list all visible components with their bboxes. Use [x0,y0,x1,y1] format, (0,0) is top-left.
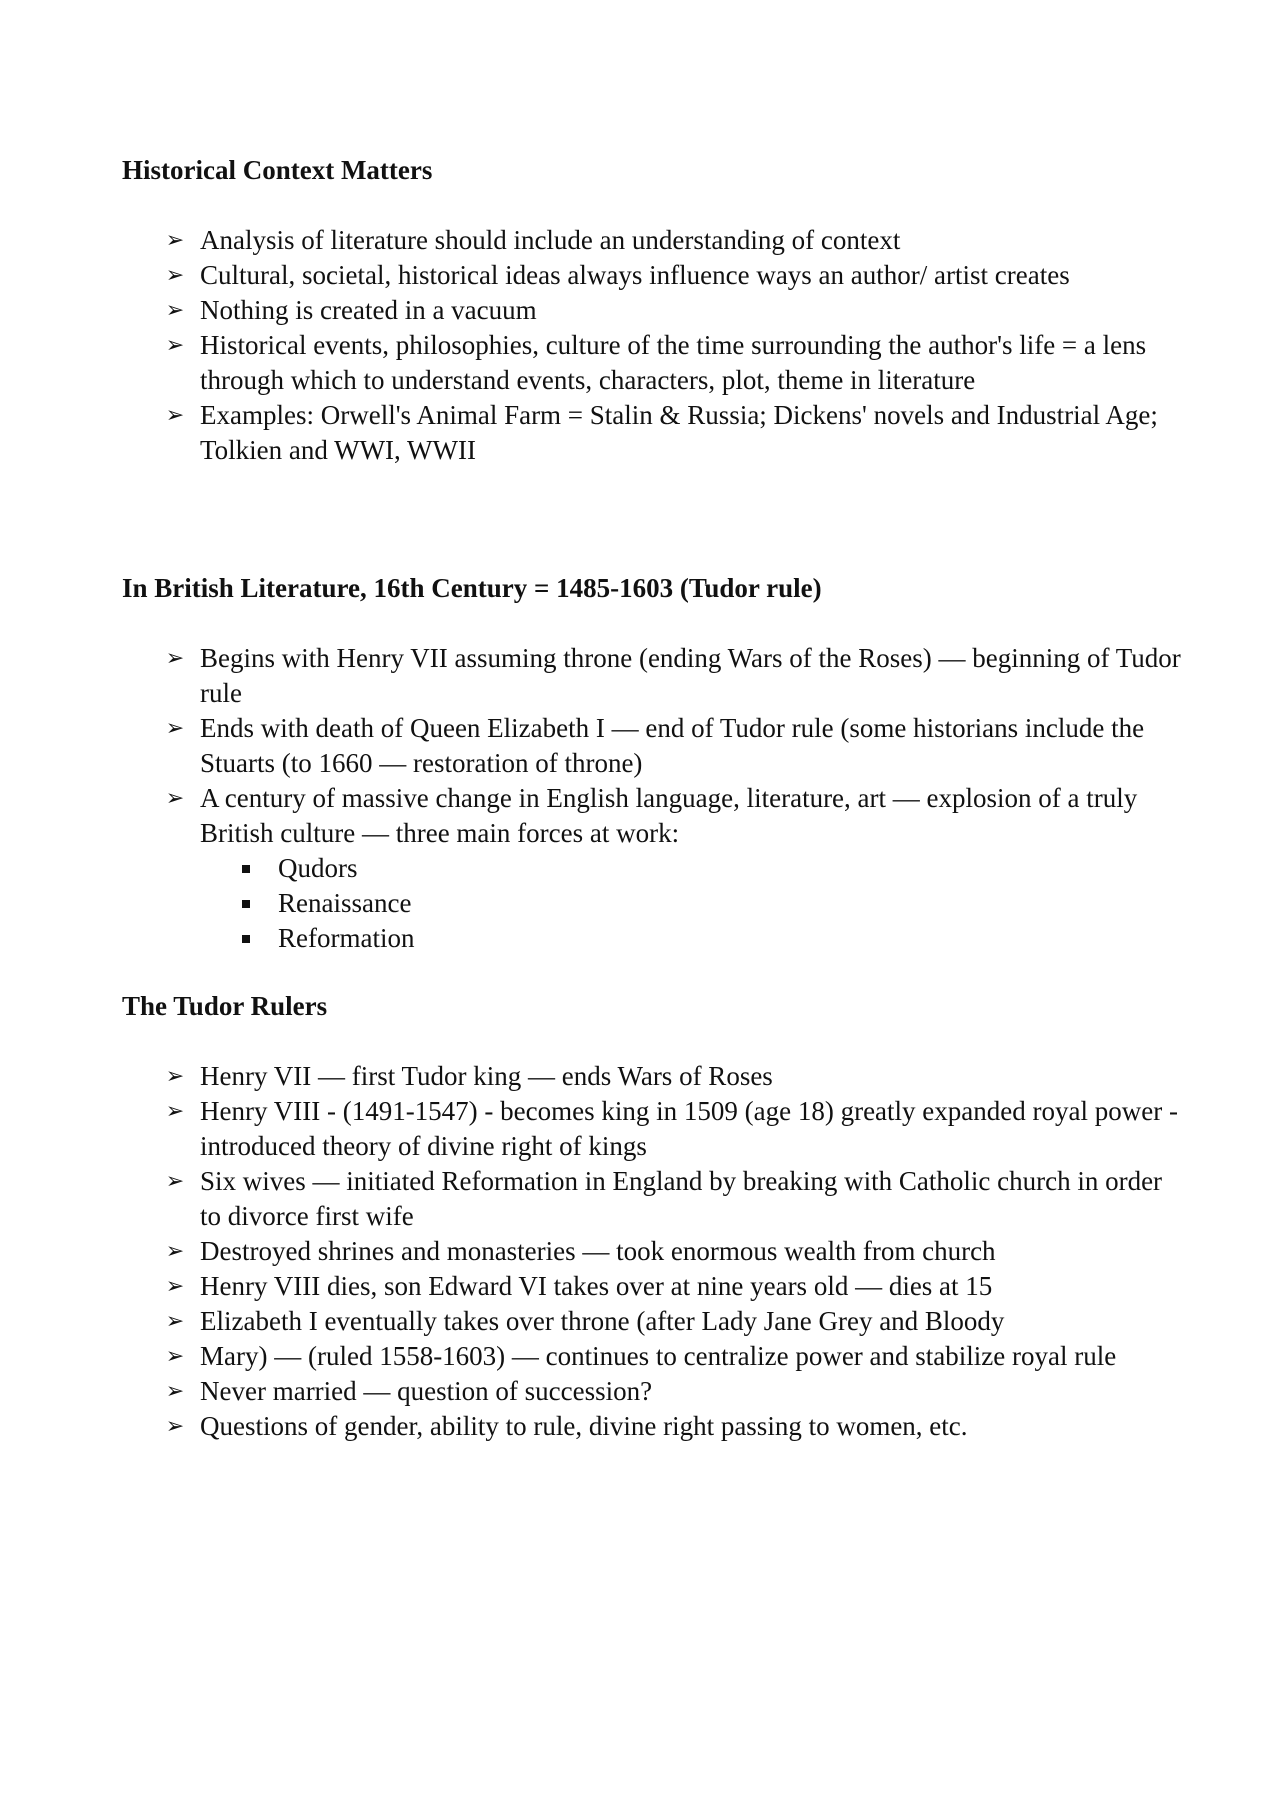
square-bullet-icon [242,935,250,943]
list-item: ➢ Mary) — (ruled 1558-1603) — continues to centralize power and stabilize royal rule [122,1339,1182,1374]
section-heading: Historical Context Matters [122,155,433,185]
arrow-bullet-icon: ➢ [165,1239,185,1264]
list-item: ➢ Never married — question of succession? [122,1374,1182,1409]
list-item: ➢ Nothing is created in a vacuum [122,293,1182,328]
list-item: ➢ A century of massive change in English language, literature, art — explosion of a truly British culture — three main forces at work: [165,783,1138,848]
arrow-bullet-icon: ➢ [165,786,185,811]
list-item: ➢ Cultural, societal, historical ideas always influence ways an author/ artist creates [122,258,1182,293]
square-bullet-icon [242,900,250,908]
list-item: ➢ Destroyed shrines and monasteries — took enormous wealth from church [122,1234,1182,1269]
list-item: ➢ Elizabeth I eventually takes over throne (after Lady Jane Grey and Bloody [122,1304,1182,1339]
section-heading: The Tudor Rulers [122,991,328,1021]
arrow-bullet-icon: ➢ [165,333,185,358]
arrow-bullet-icon: ➢ [165,263,185,288]
list-item: ➢ Henry VIII - (1491-1547) - becomes king in 1509 (age 18) greatly expanded royal power - introduced theory of divine right of kings [165,1096,1178,1161]
arrow-bullet-icon: ➢ [165,1099,185,1124]
list-item: ➢ Examples: Orwell's Animal Farm = Stalin & Russia; Dickens' novels and Industrial Age; Tolkien and WWI, WWII [165,400,1158,465]
list-item: ➢ Analysis of literature should include an understanding of context [122,223,1182,258]
arrow-bullet-icon: ➢ [165,646,185,671]
list-item: ➢ Questions of gender, ability to rule, divine right passing to women, etc. [122,1409,1182,1444]
bullet-list [122,641,1182,851]
sub-list-item: Renaissance [122,886,1182,921]
square-bullet-icon [242,865,250,873]
bullet-list [122,1059,1182,1444]
sub-bullet-list [122,851,1182,956]
list-item: ➢ Ends with death of Queen Elizabeth I — end of Tudor rule (some historians include the Stuarts (to 1660 — restoration of throne) [165,713,1145,778]
section-british-literature [122,571,1182,956]
arrow-bullet-icon: ➢ [165,1169,185,1194]
arrow-bullet-icon: ➢ [165,1414,185,1439]
section-tudor-rulers [122,989,1182,1444]
list-item: ➢ Henry VII — first Tudor king — ends Wars of Roses [122,1059,1182,1094]
arrow-bullet-icon: ➢ [165,1379,185,1404]
sub-list-item: Qudors [122,851,1182,886]
arrow-bullet-icon: ➢ [165,1064,185,1089]
section-heading: In British Literature, 16th Century = 1485-1603 (Tudor rule) [122,573,822,603]
sub-list-item: Reformation [122,921,1182,956]
section-historical-context [122,153,1182,468]
arrow-bullet-icon: ➢ [165,1274,185,1299]
list-item: ➢ Historical events, philosophies, culture of the time surrounding the author's life = a lens through which to understand events, characters, plot, theme in literature [165,330,1147,395]
arrow-bullet-icon: ➢ [165,1344,185,1369]
arrow-bullet-icon: ➢ [165,716,185,741]
arrow-bullet-icon: ➢ [165,403,185,428]
list-item: ➢ Six wives — initiated Reformation in England by breaking with Catholic church in order to divorce first wife [165,1166,1163,1231]
bullet-list [122,223,1182,468]
arrow-bullet-icon: ➢ [165,298,185,323]
arrow-bullet-icon: ➢ [165,1309,185,1334]
arrow-bullet-icon: ➢ [165,228,185,253]
list-item: ➢ Begins with Henry VII assuming throne (ending Wars of the Roses) — beginning of Tudor rule [165,643,1181,708]
list-item: ➢ Henry VIII dies, son Edward VI takes over at nine years old — dies at 15 [122,1269,1182,1304]
